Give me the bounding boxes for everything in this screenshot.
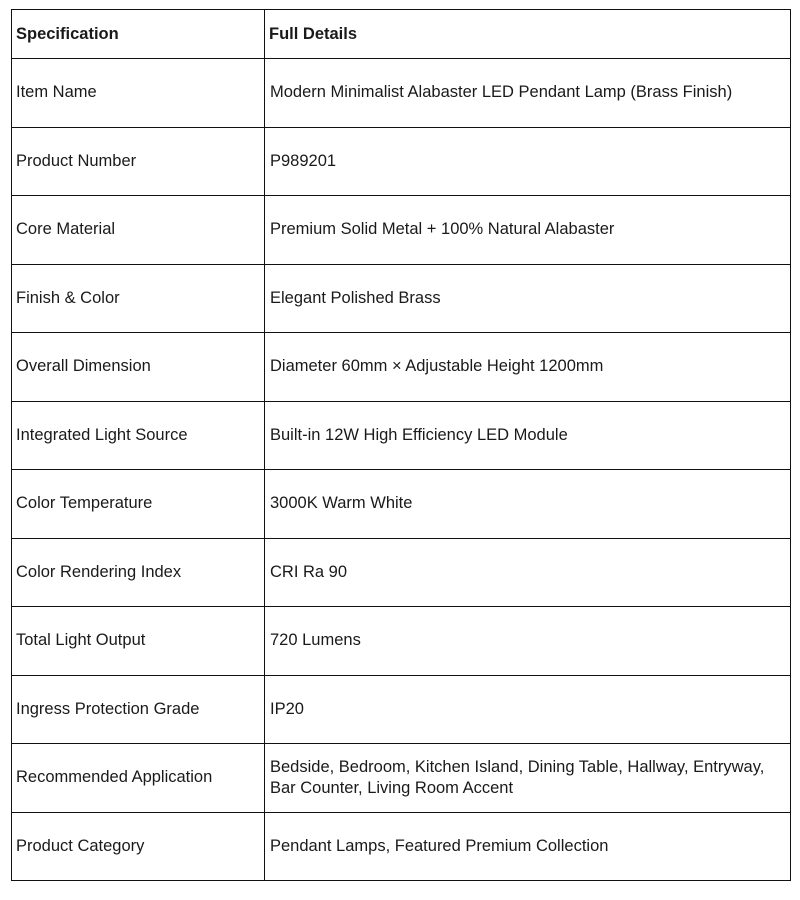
- table-row: [12, 812, 791, 881]
- spec-label: Color Temperature: [12, 470, 265, 539]
- table-header-row: [12, 10, 791, 59]
- table-row: [12, 264, 791, 333]
- table-row: [12, 538, 791, 607]
- spec-value: Built-in 12W High Efficiency LED Module: [265, 401, 791, 470]
- spec-label: Core Material: [12, 196, 265, 265]
- header-specification: Specification: [12, 10, 265, 59]
- table-row: [12, 333, 791, 402]
- spec-value: Diameter 60mm × Adjustable Height 1200mm: [265, 333, 791, 402]
- header-full-details: Full Details: [265, 10, 791, 59]
- spec-label: Overall Dimension: [12, 333, 265, 402]
- spec-label: Item Name: [12, 59, 265, 128]
- table-row: [12, 675, 791, 744]
- spec-value: CRI Ra 90: [265, 538, 791, 607]
- spec-label: Color Rendering Index: [12, 538, 265, 607]
- specification-table: [11, 9, 791, 881]
- table-row: [12, 59, 791, 128]
- table-row: [12, 744, 791, 813]
- table-row: [12, 196, 791, 265]
- table-row: [12, 401, 791, 470]
- spec-label: Integrated Light Source: [12, 401, 265, 470]
- spec-value: IP20: [265, 675, 791, 744]
- spec-label: Total Light Output: [12, 607, 265, 676]
- table-row: [12, 127, 791, 196]
- table-row: [12, 470, 791, 539]
- spec-value: P989201: [265, 127, 791, 196]
- spec-label: Ingress Protection Grade: [12, 675, 265, 744]
- spec-value: 3000K Warm White: [265, 470, 791, 539]
- spec-value: Pendant Lamps, Featured Premium Collection: [265, 812, 791, 881]
- spec-label: Recommended Application: [12, 744, 265, 813]
- spec-value: Premium Solid Metal + 100% Natural Alabaster: [265, 196, 791, 265]
- spec-value: 720 Lumens: [265, 607, 791, 676]
- spec-value: Elegant Polished Brass: [265, 264, 791, 333]
- spec-label: Finish & Color: [12, 264, 265, 333]
- spec-value: Modern Minimalist Alabaster LED Pendant Lamp (Brass Finish): [265, 59, 791, 128]
- spec-value: Bedside, Bedroom, Kitchen Island, Dining Table, Hallway, Entryway, Bar Counter, Living Room Accent: [265, 744, 791, 813]
- table-row: [12, 607, 791, 676]
- spec-label: Product Number: [12, 127, 265, 196]
- spec-label: Product Category: [12, 812, 265, 881]
